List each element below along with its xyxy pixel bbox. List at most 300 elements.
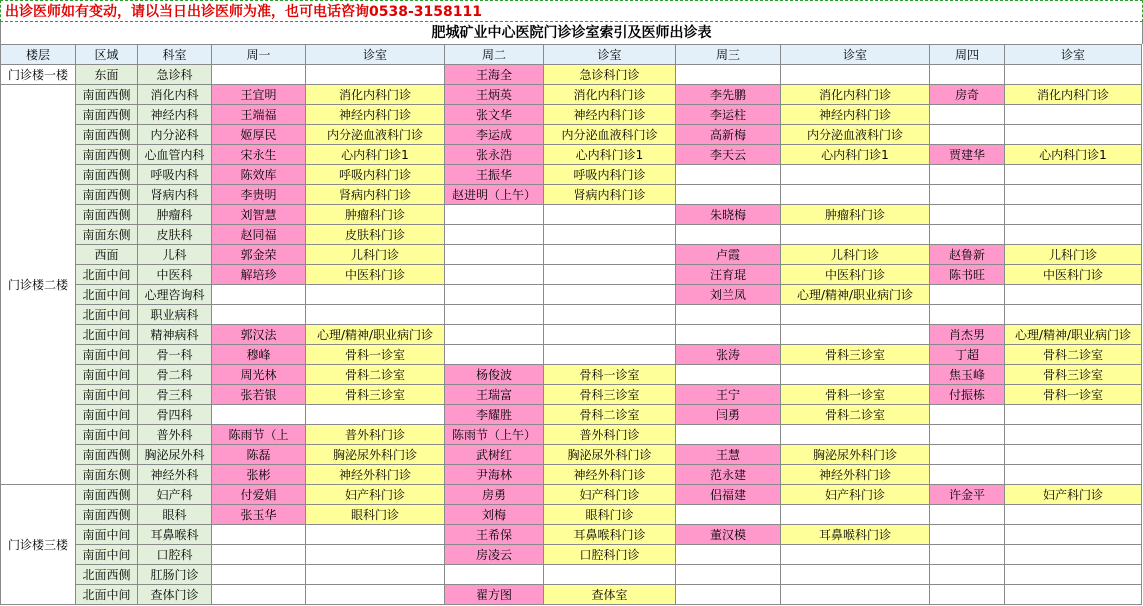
room-cell: 骨科一诊室 xyxy=(781,385,930,405)
doctor-cell: 尹海林 xyxy=(445,465,544,485)
doctor-cell: 姬厚民 xyxy=(212,125,306,145)
room-cell: 骨科一诊室 xyxy=(306,345,445,365)
doctor-cell xyxy=(930,105,1005,125)
room-cell xyxy=(544,325,676,345)
doctor-cell: 武树红 xyxy=(445,445,544,465)
doctor-cell: 陈磊 xyxy=(212,445,306,465)
area-cell: 南面东侧 xyxy=(76,225,138,245)
doctor-cell: 赵进明（上午） xyxy=(445,185,544,205)
doctor-cell: 王宜明 xyxy=(212,85,306,105)
area-cell: 北面中间 xyxy=(76,285,138,305)
header-wed-room: 诊室 xyxy=(781,45,930,65)
table-row xyxy=(1,345,1142,365)
floor-cell: 门诊楼三楼 xyxy=(1,485,76,605)
area-cell: 南面中间 xyxy=(76,365,138,385)
area-cell: 南面中间 xyxy=(76,405,138,425)
area-cell: 南面中间 xyxy=(76,425,138,445)
doctor-cell: 李贵明 xyxy=(212,185,306,205)
header-dept: 科室 xyxy=(138,45,212,65)
room-cell xyxy=(1005,65,1142,85)
dept-cell: 儿科 xyxy=(138,245,212,265)
schedule-body xyxy=(1,65,1142,605)
room-cell: 肿瘤科门诊 xyxy=(306,205,445,225)
doctor-cell xyxy=(445,285,544,305)
table-row xyxy=(1,125,1142,145)
room-cell: 儿科门诊 xyxy=(781,245,930,265)
area-cell: 东面 xyxy=(76,65,138,85)
room-cell: 妇产科门诊 xyxy=(1005,485,1142,505)
doctor-cell xyxy=(930,225,1005,245)
header-thu-room: 诊室 xyxy=(1005,45,1142,65)
room-cell xyxy=(1005,105,1142,125)
doctor-cell: 李运柱 xyxy=(676,105,781,125)
doctor-cell xyxy=(676,65,781,85)
area-cell: 南面西侧 xyxy=(76,205,138,225)
room-cell xyxy=(1005,545,1142,565)
room-cell: 心内科门诊1 xyxy=(306,145,445,165)
area-cell: 南面中间 xyxy=(76,545,138,565)
doctor-cell: 李天云 xyxy=(676,145,781,165)
doctor-cell: 李耀胜 xyxy=(445,405,544,425)
room-cell xyxy=(544,225,676,245)
room-cell: 消化内科门诊 xyxy=(1005,85,1142,105)
dept-cell: 肿瘤科 xyxy=(138,205,212,225)
room-cell xyxy=(1005,585,1142,605)
doctor-cell xyxy=(930,545,1005,565)
doctor-cell xyxy=(212,545,306,565)
doctor-cell xyxy=(212,305,306,325)
doctor-cell xyxy=(445,325,544,345)
doctor-cell: 焦玉峰 xyxy=(930,365,1005,385)
dept-cell: 肾病内科 xyxy=(138,185,212,205)
room-cell xyxy=(781,305,930,325)
area-cell: 南面西侧 xyxy=(76,85,138,105)
room-cell: 肾病内科门诊 xyxy=(544,185,676,205)
doctor-cell xyxy=(676,565,781,585)
room-cell: 心理/精神/职业病门诊 xyxy=(1005,325,1142,345)
room-cell: 骨科三诊室 xyxy=(1005,365,1142,385)
doctor-cell: 贾建华 xyxy=(930,145,1005,165)
room-cell xyxy=(1005,305,1142,325)
area-cell: 北面西侧 xyxy=(76,565,138,585)
doctor-cell xyxy=(212,525,306,545)
area-cell: 南面西侧 xyxy=(76,125,138,145)
doctor-cell xyxy=(676,325,781,345)
doctor-cell xyxy=(676,225,781,245)
dept-cell: 神经外科 xyxy=(138,465,212,485)
room-cell: 呼吸内科门诊 xyxy=(306,165,445,185)
room-cell: 内分泌血液科门诊 xyxy=(781,125,930,145)
table-row xyxy=(1,465,1142,485)
doctor-cell: 李运成 xyxy=(445,125,544,145)
doctor-cell: 王端福 xyxy=(212,105,306,125)
doctor-cell xyxy=(212,405,306,425)
header-tue-room: 诊室 xyxy=(544,45,676,65)
table-row xyxy=(1,285,1142,305)
page-title: 肥城矿业中心医院门诊诊室索引及医师出诊表 xyxy=(0,22,1143,44)
doctor-cell xyxy=(676,425,781,445)
room-cell xyxy=(781,325,930,345)
doctor-cell: 高新梅 xyxy=(676,125,781,145)
header-wed: 周三 xyxy=(676,45,781,65)
area-cell: 南面西侧 xyxy=(76,105,138,125)
doctor-cell xyxy=(212,285,306,305)
doctor-cell: 李先鹏 xyxy=(676,85,781,105)
room-cell: 眼科门诊 xyxy=(544,505,676,525)
doctor-cell xyxy=(930,285,1005,305)
room-cell xyxy=(1005,465,1142,485)
doctor-cell: 陈效库 xyxy=(212,165,306,185)
room-cell: 神经外科门诊 xyxy=(544,465,676,485)
room-cell: 中医科门诊 xyxy=(306,265,445,285)
dept-cell: 骨一科 xyxy=(138,345,212,365)
dept-cell: 中医科 xyxy=(138,265,212,285)
room-cell xyxy=(781,185,930,205)
doctor-cell: 陈雨节（上午） xyxy=(445,425,544,445)
room-cell xyxy=(1005,525,1142,545)
doctor-cell: 付振栋 xyxy=(930,385,1005,405)
room-cell xyxy=(781,365,930,385)
doctor-cell: 卢霞 xyxy=(676,245,781,265)
doctor-cell: 张文华 xyxy=(445,105,544,125)
room-cell xyxy=(1005,405,1142,425)
doctor-cell: 杨俊波 xyxy=(445,365,544,385)
table-row xyxy=(1,385,1142,405)
room-cell: 心理/精神/职业病门诊 xyxy=(306,325,445,345)
room-cell xyxy=(1005,165,1142,185)
doctor-cell xyxy=(445,565,544,585)
table-row xyxy=(1,205,1142,225)
room-cell xyxy=(544,265,676,285)
room-cell: 心内科门诊1 xyxy=(544,145,676,165)
dept-cell: 妇产科 xyxy=(138,485,212,505)
doctor-cell xyxy=(212,65,306,85)
room-cell: 妇产科门诊 xyxy=(306,485,445,505)
room-cell xyxy=(1005,505,1142,525)
doctor-cell xyxy=(445,345,544,365)
room-cell: 儿科门诊 xyxy=(306,245,445,265)
area-cell: 南面西侧 xyxy=(76,505,138,525)
table-row xyxy=(1,585,1142,605)
room-cell: 内分泌血液科门诊 xyxy=(306,125,445,145)
header-thu: 周四 xyxy=(930,45,1005,65)
doctor-cell: 张永浩 xyxy=(445,145,544,165)
room-cell: 骨科三诊室 xyxy=(306,385,445,405)
schedule-table xyxy=(0,44,1142,605)
doctor-cell xyxy=(930,445,1005,465)
doctor-cell: 王慧 xyxy=(676,445,781,465)
doctor-cell xyxy=(212,565,306,585)
room-cell: 妇产科门诊 xyxy=(781,485,930,505)
doctor-cell: 赵鲁新 xyxy=(930,245,1005,265)
dept-cell: 普外科 xyxy=(138,425,212,445)
room-cell: 普外科门诊 xyxy=(306,425,445,445)
room-cell: 口腔科门诊 xyxy=(544,545,676,565)
doctor-cell xyxy=(676,505,781,525)
doctor-cell: 闫勇 xyxy=(676,405,781,425)
room-cell: 骨科二诊室 xyxy=(544,405,676,425)
dept-cell: 胸泌尿外科 xyxy=(138,445,212,465)
room-cell: 急诊科门诊 xyxy=(544,65,676,85)
room-cell xyxy=(544,305,676,325)
room-cell xyxy=(306,405,445,425)
doctor-cell xyxy=(930,565,1005,585)
area-cell: 南面中间 xyxy=(76,345,138,365)
doctor-cell: 郭汉法 xyxy=(212,325,306,345)
floor-cell: 门诊楼二楼 xyxy=(1,85,76,485)
room-cell: 胸泌尿外科门诊 xyxy=(781,445,930,465)
doctor-cell: 陈雨节（上 xyxy=(212,425,306,445)
room-cell xyxy=(1005,445,1142,465)
header-row xyxy=(1,45,1142,65)
table-row xyxy=(1,85,1142,105)
header-area: 区域 xyxy=(76,45,138,65)
header-mon: 周一 xyxy=(212,45,306,65)
doctor-cell: 汪育琨 xyxy=(676,265,781,285)
room-cell: 神经外科门诊 xyxy=(306,465,445,485)
doctor-cell: 丁超 xyxy=(930,345,1005,365)
doctor-cell xyxy=(930,585,1005,605)
room-cell: 骨科三诊室 xyxy=(781,345,930,365)
room-cell: 皮肤科门诊 xyxy=(306,225,445,245)
room-cell xyxy=(781,505,930,525)
doctor-cell: 王希保 xyxy=(445,525,544,545)
room-cell: 骨科二诊室 xyxy=(306,365,445,385)
dept-cell: 呼吸内科 xyxy=(138,165,212,185)
room-cell: 心内科门诊1 xyxy=(1005,145,1142,165)
room-cell: 神经内科门诊 xyxy=(781,105,930,125)
room-cell: 中医科门诊 xyxy=(781,265,930,285)
doctor-cell: 陈书旺 xyxy=(930,265,1005,285)
doctor-cell xyxy=(930,125,1005,145)
doctor-cell: 郭金荣 xyxy=(212,245,306,265)
doctor-cell xyxy=(676,305,781,325)
area-cell: 南面西侧 xyxy=(76,485,138,505)
room-cell xyxy=(781,165,930,185)
room-cell: 肾病内科门诊 xyxy=(306,185,445,205)
doctor-cell xyxy=(676,165,781,185)
table-row xyxy=(1,245,1142,265)
table-row xyxy=(1,305,1142,325)
area-cell: 南面西侧 xyxy=(76,165,138,185)
doctor-cell xyxy=(445,205,544,225)
doctor-cell xyxy=(676,365,781,385)
dept-cell: 眼科 xyxy=(138,505,212,525)
dept-cell: 肛肠门诊 xyxy=(138,565,212,585)
notice-banner: 出诊医师如有变动，请以当日出诊医师为准，也可电话咨询0538-3158111 xyxy=(0,0,1143,22)
room-cell xyxy=(544,565,676,585)
doctor-cell: 王海全 xyxy=(445,65,544,85)
doctor-cell: 张若银 xyxy=(212,385,306,405)
area-cell: 北面中间 xyxy=(76,585,138,605)
doctor-cell: 张玉华 xyxy=(212,505,306,525)
table-row xyxy=(1,165,1142,185)
doctor-cell: 穆峰 xyxy=(212,345,306,365)
dept-cell: 皮肤科 xyxy=(138,225,212,245)
dept-cell: 神经内科 xyxy=(138,105,212,125)
room-cell: 骨科一诊室 xyxy=(544,365,676,385)
room-cell xyxy=(1005,185,1142,205)
dept-cell: 内分泌科 xyxy=(138,125,212,145)
doctor-cell: 肖杰男 xyxy=(930,325,1005,345)
floor-cell: 门诊楼一楼 xyxy=(1,65,76,85)
dept-cell: 耳鼻喉科 xyxy=(138,525,212,545)
dept-cell: 职业病科 xyxy=(138,305,212,325)
room-cell xyxy=(1005,205,1142,225)
doctor-cell xyxy=(445,245,544,265)
room-cell xyxy=(781,565,930,585)
doctor-cell: 房奇 xyxy=(930,85,1005,105)
room-cell xyxy=(544,205,676,225)
doctor-cell xyxy=(445,265,544,285)
room-cell: 眼科门诊 xyxy=(306,505,445,525)
room-cell xyxy=(306,285,445,305)
doctor-cell xyxy=(212,585,306,605)
doctor-cell xyxy=(930,465,1005,485)
doctor-cell: 侣福建 xyxy=(676,485,781,505)
room-cell: 中医科门诊 xyxy=(1005,265,1142,285)
doctor-cell: 翟方图 xyxy=(445,585,544,605)
doctor-cell xyxy=(930,505,1005,525)
doctor-cell: 王宁 xyxy=(676,385,781,405)
doctor-cell xyxy=(930,65,1005,85)
room-cell: 神经内科门诊 xyxy=(306,105,445,125)
room-cell xyxy=(306,65,445,85)
room-cell xyxy=(1005,125,1142,145)
dept-cell: 心血管内科 xyxy=(138,145,212,165)
doctor-cell xyxy=(676,585,781,605)
table-row xyxy=(1,545,1142,565)
doctor-cell xyxy=(676,185,781,205)
room-cell: 内分泌血液科门诊 xyxy=(544,125,676,145)
dept-cell: 消化内科 xyxy=(138,85,212,105)
room-cell xyxy=(306,565,445,585)
dept-cell: 骨二科 xyxy=(138,365,212,385)
room-cell: 肿瘤科门诊 xyxy=(781,205,930,225)
room-cell: 神经外科门诊 xyxy=(781,465,930,485)
dept-cell: 查体门诊 xyxy=(138,585,212,605)
area-cell: 南面西侧 xyxy=(76,185,138,205)
table-row xyxy=(1,405,1142,425)
header-floor: 楼层 xyxy=(1,45,76,65)
doctor-cell: 刘兰凤 xyxy=(676,285,781,305)
room-cell: 儿科门诊 xyxy=(1005,245,1142,265)
room-cell xyxy=(1005,285,1142,305)
dept-cell: 骨三科 xyxy=(138,385,212,405)
table-row xyxy=(1,325,1142,345)
doctor-cell: 范永建 xyxy=(676,465,781,485)
doctor-cell: 付爱娟 xyxy=(212,485,306,505)
room-cell: 心理/精神/职业病门诊 xyxy=(781,285,930,305)
dept-cell: 急诊科 xyxy=(138,65,212,85)
table-row xyxy=(1,445,1142,465)
room-cell: 普外科门诊 xyxy=(544,425,676,445)
room-cell: 骨科二诊室 xyxy=(781,405,930,425)
doctor-cell xyxy=(445,225,544,245)
area-cell: 北面中间 xyxy=(76,305,138,325)
table-row xyxy=(1,265,1142,285)
room-cell xyxy=(1005,565,1142,585)
table-row xyxy=(1,485,1142,505)
table-row xyxy=(1,365,1142,385)
table-row xyxy=(1,225,1142,245)
doctor-cell: 王瑞富 xyxy=(445,385,544,405)
room-cell xyxy=(544,345,676,365)
room-cell: 胸泌尿外科门诊 xyxy=(306,445,445,465)
room-cell xyxy=(781,585,930,605)
room-cell: 呼吸内科门诊 xyxy=(544,165,676,185)
room-cell: 消化内科门诊 xyxy=(306,85,445,105)
dept-cell: 精神病科 xyxy=(138,325,212,345)
doctor-cell: 房勇 xyxy=(445,485,544,505)
doctor-cell: 房凌云 xyxy=(445,545,544,565)
room-cell xyxy=(1005,225,1142,245)
room-cell: 胸泌尿外科门诊 xyxy=(544,445,676,465)
room-cell xyxy=(306,585,445,605)
header-mon-room: 诊室 xyxy=(306,45,445,65)
doctor-cell: 宋永生 xyxy=(212,145,306,165)
area-cell: 南面西侧 xyxy=(76,145,138,165)
table-row xyxy=(1,505,1142,525)
area-cell: 南面中间 xyxy=(76,525,138,545)
table-row xyxy=(1,185,1142,205)
doctor-cell: 王炳英 xyxy=(445,85,544,105)
room-cell: 查体室 xyxy=(544,585,676,605)
room-cell: 心内科门诊1 xyxy=(781,145,930,165)
doctor-cell: 周光林 xyxy=(212,365,306,385)
doctor-cell: 张涛 xyxy=(676,345,781,365)
room-cell: 耳鼻喉科门诊 xyxy=(544,525,676,545)
table-row xyxy=(1,65,1142,85)
table-row xyxy=(1,105,1142,125)
doctor-cell: 赵同福 xyxy=(212,225,306,245)
doctor-cell xyxy=(930,525,1005,545)
doctor-cell xyxy=(930,405,1005,425)
dept-cell: 心理咨询科 xyxy=(138,285,212,305)
room-cell xyxy=(544,285,676,305)
doctor-cell: 许金平 xyxy=(930,485,1005,505)
doctor-cell xyxy=(930,185,1005,205)
doctor-cell: 王振华 xyxy=(445,165,544,185)
doctor-cell: 董汉模 xyxy=(676,525,781,545)
room-cell xyxy=(781,545,930,565)
doctor-cell: 朱晓梅 xyxy=(676,205,781,225)
doctor-cell xyxy=(930,425,1005,445)
room-cell: 骨科一诊室 xyxy=(1005,385,1142,405)
area-cell: 北面中间 xyxy=(76,265,138,285)
table-row xyxy=(1,425,1142,445)
room-cell xyxy=(781,65,930,85)
doctor-cell xyxy=(930,165,1005,185)
room-cell xyxy=(544,245,676,265)
table-row xyxy=(1,565,1142,585)
dept-cell: 口腔科 xyxy=(138,545,212,565)
room-cell: 耳鼻喉科门诊 xyxy=(781,525,930,545)
area-cell: 南面西侧 xyxy=(76,445,138,465)
room-cell: 骨科三诊室 xyxy=(544,385,676,405)
room-cell xyxy=(781,425,930,445)
area-cell: 西面 xyxy=(76,245,138,265)
room-cell: 神经内科门诊 xyxy=(544,105,676,125)
doctor-cell xyxy=(930,305,1005,325)
doctor-cell xyxy=(445,305,544,325)
doctor-cell xyxy=(676,545,781,565)
room-cell: 消化内科门诊 xyxy=(781,85,930,105)
doctor-cell: 刘梅 xyxy=(445,505,544,525)
area-cell: 南面东侧 xyxy=(76,465,138,485)
table-row xyxy=(1,525,1142,545)
room-cell: 骨科二诊室 xyxy=(1005,345,1142,365)
